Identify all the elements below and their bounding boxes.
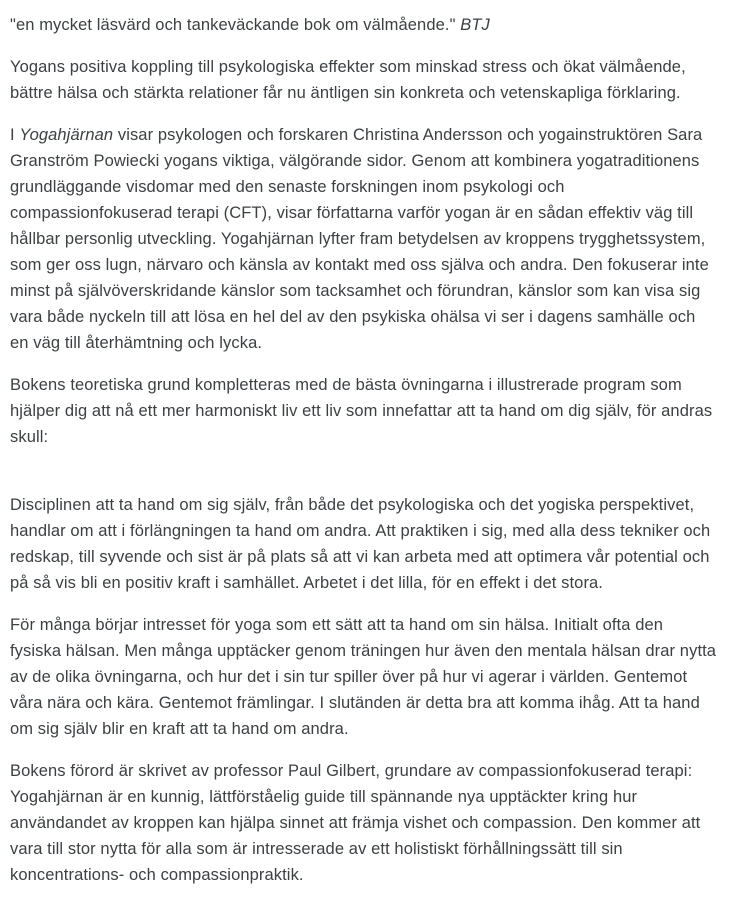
text-intro-0: Yogans positiva koppling till psykologiska effekter som minskad stress och ökat välmående, bättre hälsa och stärkta relationer får nu äntligen sin konkreta och vetenskapliga förklaring.: [10, 58, 686, 102]
italic-text-book-overview-1: Yogahjärnan: [19, 126, 114, 144]
paragraph-exercises: [10, 372, 717, 450]
italic-text-review-quote-1: BTJ: [460, 16, 490, 34]
text-foreword-0: Bokens förord är skrivet av professor Paul Gilbert, grundare av compassionfokuserad terapi: Yogahjärnan är en kunnig, lättförståelig guide till spännande nya upptäckter kring hur användandet av kroppen kan hjälpa sinnet att främja vishet och compassion. Den kommer att vara till stor nytta för alla som är intresserade av ett holistiskt förhållningssätt till sin koncentrations- och compassionpraktik.: [10, 762, 701, 884]
text-discipline-0: Disciplinen att ta hand om sig själv, från både det psykologiska och det yogiska perspektivet, handlar om att i förlängningen ta hand om andra. Att praktiken i sig, med alla dess tekniker och redskap, till syvende och sist är på plats så att vi kan arbeta med att optimera vår potential och på så vis bli en positiv kraft i samhället. Arbetet i det lilla, för en effekt i det stora.: [10, 496, 711, 592]
paragraph-interest: [10, 612, 717, 742]
paragraph-book-overview: [10, 122, 717, 356]
text-exercises-0: Bokens teoretiska grund kompletteras med de bästa övningarna i illustrerade program som hjälper dig att nå ett mer harmoniskt liv ett liv som innefattar att ta hand om dig själv, för andras skull:: [10, 376, 713, 446]
paragraph-foreword: [10, 758, 717, 888]
paragraph-container: [10, 12, 717, 888]
text-book-overview-2: visar psykologen och forskaren Christina Andersson och yogainstruktören Sara Granström Powiecki yogans viktiga, välgörande sidor. Genom att kombinera yogatraditionens grundläggande visdomar med den senaste forskningen inom psykologi och compassionfokuserad terapi (CFT), visar författarna varför yogan är en sådan effektiv väg till hållbar personlig utveckling. Yogahjärnan lyfter fram betydelsen av kroppens trygghetssystem, som ger oss lugn, närvaro och känsla av kontakt med oss själva och andra. Den fokuserar inte minst på självöverskridande känslor som tacksamhet och förundran, känslor som kan visa sig vara både nyckeln till att lösa en hel del av den psykiska ohälsa vi ser i dagens samhälle och en väg till återhämtning och lycka.: [10, 126, 709, 352]
paragraph-review-quote: [10, 12, 717, 38]
paragraph-intro: [10, 54, 717, 106]
text-interest-0: För många börjar intresset för yoga som ett sätt att ta hand om sin hälsa. Initialt ofta den fysiska hälsan. Men många upptäcker genom träningen hur även den mentala hälsan drar nytta av de olika övningarna, och hur det i sin tur spiller över på hur vi agerar i världen. Gentemot våra nära och kära. Gentemot främlingar. I slutänden är detta bra att komma ihåg. Att ta hand om sig själv blir en kraft att ta hand om andra.: [10, 616, 717, 738]
text-review-quote-0: "en mycket läsvärd och tankeväckande bok om välmående.": [10, 16, 461, 34]
text-book-overview-0: I: [10, 126, 20, 144]
paragraph-discipline: [10, 492, 717, 596]
